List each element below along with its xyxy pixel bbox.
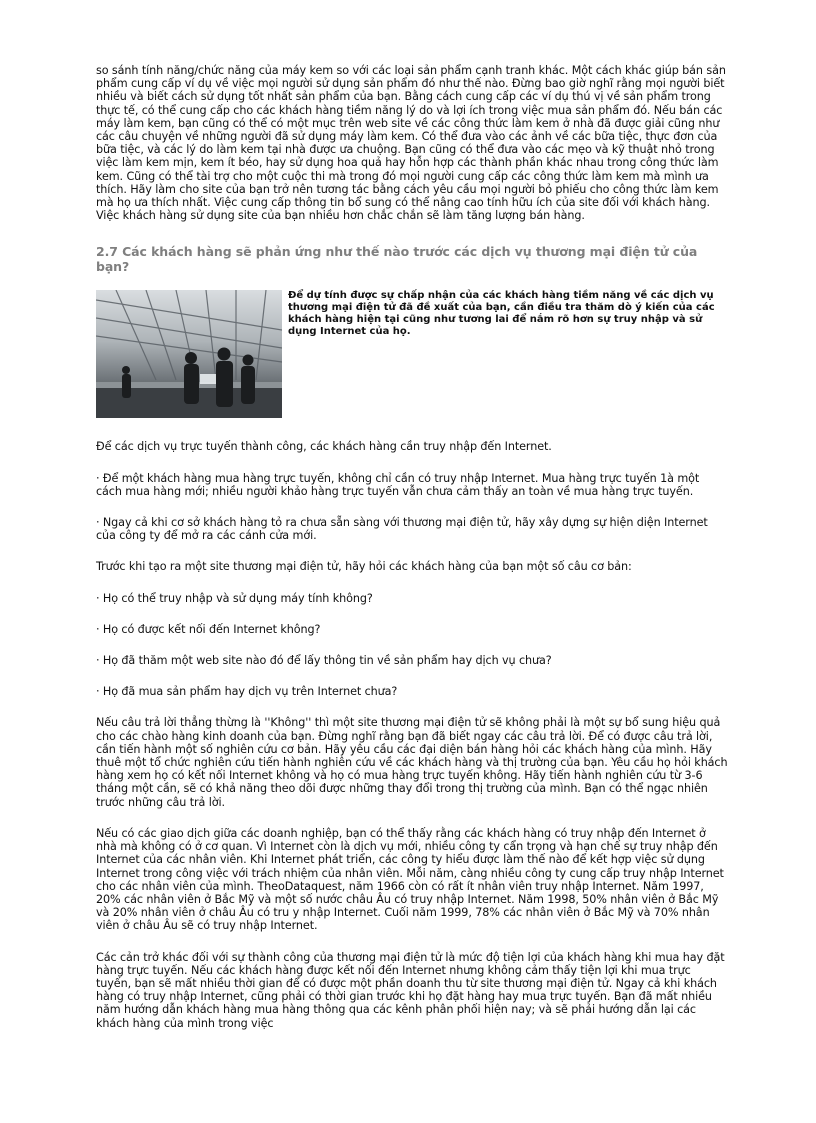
paragraph-5: Nếu câu trả lời thẳng thừng là ''Không'' thì một site thương mại điện tử sẽ không phải là một sự bổ sung hiệu quả cho các chào hàng kinh doanh của bạn. Đừng nghĩ rằng bạn đã biết ngay các câu trả lời. Để có được câu trả lời, cần tiến hành một số nghiên cứu cơ bản. Hãy yêu cầu các đại diện bán hàng hỏi các khách hàng của mình. Hãy thuê một tổ chức nghiên cứu tiến hành nghiên cứu về các khách hàng và thị trường của bạn. Yêu cầu họ hỏi khách hàng xem họ có kết nối Internet không và họ có mua hàng trực tuyến không. Hãy tiến hành nghiên cứu từ 3-6 tháng một cần, sẽ có khả năng theo dõi được những thay đổi trong thị trường của mình. Bạn có thể ngạc nhiên trước những câu trả lời.: [96, 716, 728, 809]
question-1: · Họ có thể truy nhập và sử dụng máy tính không?: [96, 591, 373, 605]
lead-paragraph: Để dự tính được sự chấp nhận của các khách hàng tiềm năng về các dịch vụ thương mại điện tử đã đề xuất của bạn, cần điều tra thăm dò ý kiến của các khách hàng hiện tại cũng như tương lai để nắm rõ hơn sự truy nhập và sử dụng Internet của họ.: [288, 290, 715, 338]
question-2: · Họ có được kết nối đến Internet không?: [96, 622, 321, 636]
document-page: [96, 64, 728, 1030]
paragraph-6: Nếu có các giao dịch giữa các doanh nghiệp, bạn có thể thấy rằng các khách hàng có truy nhập đến Internet ở nhà mà không có ở cơ quan. Vì Internet còn là dịch vụ mới, nhiều công ty cẩn trọng và hạn chế sự truy nhập đến Internet của các nhân viên. Khi Internet phát triển, các công ty hiểu được làm thế nào để kết hợp việc sử dụng Internet trong công việc với trách nhiệm của nhân viên. Mỗi năm, càng nhiều công ty cung cấp truy nhập Internet cho các nhân viên của mình. TheoDataquest, năm 1966 còn có rất ít nhân viên truy nhập Internet. Năm 1997, 20% các nhân viên ở Bắc Mỹ và một số nước châu Âu có truy nhập Internet. Năm 1998, 50% nhân viên ở Bắc Mỹ và 20% nhân viên ở châu Âu có tru y nhập Internet. Cuối năm 1999, 78% các nhân viên ở Bắc Mỹ và 70% nhân viên ở châu Âu sẽ có truy nhập Internet.: [96, 826, 724, 933]
paragraph-2: · Để một khách hàng mua hàng trực tuyến, không chỉ cần có truy nhập Internet. Mua hàng trực tuyến 1à một cách mua hàng mới; nhiều người khảo hàng trực tuyến vẫn chưa cảm thấy an toàn về mua hàng trực tuyến.: [96, 471, 700, 498]
question-3: · Họ đã thăm một web site nào đó để lấy thông tin về sản phẩm hay dịch vụ chưa?: [96, 654, 552, 668]
question-4: · Họ đã mua sản phẩm hay dịch vụ trên Internet chưa?: [96, 685, 398, 699]
paragraph-intro: so sánh tính năng/chức năng của máy kem so với các loại sản phẩm cạnh tranh khác. Một cách khác giúp bán sản phẩm cung cấp ví dụ về việc mọi người sử dụng sản phẩm đó như thế nào. Đừng bao giờ nghĩ rằng mọi người biết nhiều và biết cách sử dụng tốt nhất sản phẩm của bạn. Bằng cách cung cấp các ví dụ thú vị về sản phẩm trong thực tế, có thể cung cấp cho các khách hàng tiềm năng lý do và lợi ích trong việc mua sản phẩm đó. Nếu bán các máy làm kem, bạn cũng có thể có một mục trên web site về các công thức làm kem ở nhà đã được giải cũng như các câu chuyện về những người đã sử dụng máy làm kem. Có thể đưa vào các ảnh về các bữa tiệc, thực đơn của bữa tiệc, và các lý do làm kem tại nhà được ưa chuộng. Bạn cũng có thể đưa vào các mẹo và kỹ thuật nhỏ trong việc làm kem mịn, kem ít béo, hay sử dụng hoa quả hay hỗn hợp các thành phần khác nhau trong công thức làm kem. Cũng có thể tài trợ cho một cuộc thi mà trong đó mọi người cung cấp các công thức làm kem mà mình ưa thích. Hãy làm cho site của bạn trở nên tương tác bằng cách yêu cầu mọi người bỏ phiếu cho công thức làm kem mà họ ưa thích nhất. Việc cung cấp thông tin bổ sung có thể nâng cao tính hữu ích của site đối với khách hàng. Việc khách hàng sử dụng site của bạn nhiều hơn chắc chắn sẽ làm tăng lượng bán hàng.: [96, 64, 726, 223]
section-heading: 2.7 Các khách hàng sẽ phản ứng như thế nào trước các dịch vụ thương mại điện tử của bạn?: [96, 244, 698, 275]
office-photo: [96, 290, 282, 418]
paragraph-4: Trước khi tạo ra một site thương mại điện tử, hãy hỏi các khách hàng của bạn một số câu cơ bản:: [96, 560, 632, 574]
paragraph-1: Để các dịch vụ trực tuyến thành công, các khách hàng cần truy nhập đến Internet.: [96, 440, 552, 454]
paragraph-3: · Ngay cả khi cơ sở khách hàng tỏ ra chưa sẵn sàng với thương mại điện tử, hãy xây dựng sự hiện diện Internet của công ty để mở ra các cánh cửa mới.: [96, 516, 708, 543]
figure-row: [96, 290, 728, 418]
paragraph-7: Các cản trở khác đối với sự thành công của thương mại điện tử là mức độ tiện lợi của khách hàng khi mua hay đặt hàng trực tuyến. Nếu các khách hàng được kết nối đến Internet nhưng không cảm thấy tiện lợi khi mua trực tuyến, bạn sẽ mất nhiều thời gian để có được một phần doanh thu từ site thương mại điện tử. Ngay cả khi khách hàng có truy nhập Internet, cũng phải có thời gian trước khi họ đặt hàng hay mua trực tuyến. Bạn đã mất nhiều năm hướng dẫn khách hàng mua hàng thông qua các kênh phân phối hiện nay; và sẽ phải hướng dẫn lại các khách hàng của mình trong việc: [96, 950, 725, 1030]
